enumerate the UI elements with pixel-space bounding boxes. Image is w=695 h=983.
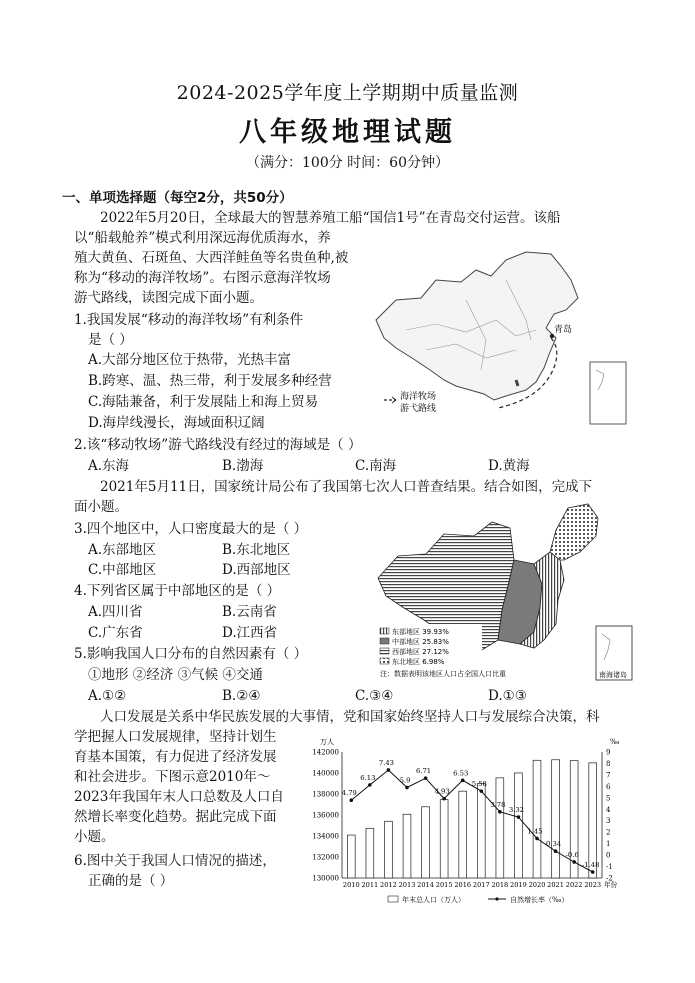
growth-rate-label: 6.13 [360, 773, 376, 782]
growth-rate-point [387, 768, 391, 772]
passage2-line-1: 2021年5月11日，国家统计局公布了我国第七次人口普查结果。结合如图，完成下 [100, 479, 593, 495]
q4-option-c: C.广东省 [88, 625, 143, 641]
growth-rate-label: 1.45 [527, 827, 543, 836]
q1-option-b: B.跨寒、温、热三带，利于发展多种经营 [88, 373, 332, 389]
growth-rate-point [591, 870, 595, 874]
q1-option-a: A.大部分地区位于热带，光热丰富 [88, 352, 292, 368]
x-tick-label: 2019 [510, 881, 527, 889]
right-tick-label: 3 [606, 817, 611, 826]
growth-rate-point [554, 849, 558, 853]
passage1-line-4: 称为“移动的海洋牧场”。右图示意海洋牧场 [74, 270, 331, 286]
right-tick-label: 2 [606, 828, 611, 837]
growth-rate-label: 4.93 [434, 787, 450, 796]
left-tick-label: 138000 [312, 790, 339, 799]
passage3-line-3: 育基本国策，有力促进了经济发展 [74, 749, 277, 765]
population-bar [440, 800, 448, 878]
right-tick-label: 7 [606, 771, 611, 780]
population-region-map [374, 500, 636, 684]
q4-option-a: A.四川省 [88, 604, 143, 620]
population-bar [496, 778, 504, 878]
right-tick-label: 4 [606, 805, 611, 814]
growth-rate-point [479, 789, 483, 793]
passage3-line-2: 学把握人口发展规律，坚持计划生 [74, 729, 277, 745]
x-tick-label: 2012 [380, 881, 397, 889]
q3-stem: 3.四个地区中，人口密度最大的是（ ） [74, 521, 308, 537]
x-tick-label: 2015 [435, 881, 453, 889]
q5-stem: 5.影响我国人口分布的自然因素有（ ） [74, 646, 308, 662]
population-bar [459, 791, 467, 878]
passage3-line-5: 2023年我国年末人口总数及人口自 [74, 789, 284, 805]
legend-east: 东部地区 39.93% [392, 628, 449, 636]
x-tick-label: 2010 [342, 881, 360, 889]
growth-rate-point [368, 783, 372, 787]
growth-rate-label: 0.34 [546, 840, 562, 849]
route-legend-line1: 海洋牧场 [400, 392, 437, 402]
growth-rate-point [442, 797, 446, 801]
x-tick-label: 2011 [361, 881, 379, 889]
x-tick-label: 2022 [565, 881, 583, 889]
q1-option-c: C.海陆兼备，利于发展陆上和海上贸易 [88, 394, 319, 410]
x-tick-label: 2014 [417, 881, 434, 889]
exam-subtitle: 八年级地理试题 [239, 117, 456, 148]
x-tick-label: 2016 [454, 881, 472, 889]
population-bar [552, 760, 560, 878]
legend-line-label: 自然增长率（‰） [510, 896, 569, 904]
passage3-line-6: 然增长率变化趋势。据此完成下面 [74, 809, 277, 825]
growth-rate-label: 4.79 [341, 789, 357, 798]
growth-rate-point [461, 778, 465, 782]
q5-option-d: D.①③ [488, 688, 527, 704]
q4-option-b: B.云南省 [222, 604, 277, 620]
growth-rate-point [572, 860, 576, 864]
legend-line-marker [495, 897, 498, 900]
passage1-line-5: 游弋路线，读图完成下面小题。 [74, 290, 263, 306]
q5-option-a: A.①② [88, 688, 127, 704]
passage1-line-1: 2022年5月20日，全球最大的智慧养殖工船“国信1号”在青岛交付运营。该船 [100, 210, 561, 226]
legend-bar-swatch [388, 896, 398, 902]
growth-rate-label: 5.9 [399, 776, 411, 785]
growth-rate-label: 6.53 [453, 769, 469, 778]
legend-bar-label: 年末总人口（万人） [402, 896, 465, 904]
right-axis-label: ‰ [610, 738, 620, 746]
passage3-line-4: 和社会进步。下图示意2010年～ [74, 769, 271, 785]
passage3-line-7: 小题。 [74, 829, 115, 845]
x-tick-label: 2018 [491, 881, 509, 889]
exam-title: 2024-2025学年度上学期期中质量监测 [176, 82, 519, 104]
left-axis-label: 万人 [320, 738, 334, 746]
right-tick-label: 8 [606, 759, 611, 768]
q5-option-c: C.③④ [355, 688, 394, 704]
growth-rate-point [535, 837, 539, 841]
q3-option-b: B.东北地区 [222, 542, 291, 558]
population-chart [292, 732, 632, 910]
q3-option-d: D.西部地区 [222, 562, 291, 578]
x-tick-label: 2023 [584, 881, 602, 889]
q3-option-a: A.东部地区 [88, 542, 157, 558]
south-sea-inset [590, 362, 626, 424]
left-tick-label: 140000 [312, 769, 339, 778]
x-tick-label: 2020 [528, 881, 546, 889]
right-tick-label: 0 [606, 851, 611, 860]
growth-rate-label: -0.6 [565, 850, 579, 859]
q2-option-d: D.黄海 [488, 458, 530, 474]
exam-meta: （满分：100分 时间：60分钟） [246, 155, 449, 171]
inset-label: 南海诸岛 [599, 671, 627, 679]
passage2-line-2: 面小题。 [74, 499, 128, 515]
x-axis-suffix: 年份 [604, 881, 618, 889]
q4-stem: 4.下列省区属于中部地区的是（ ） [74, 583, 281, 599]
growth-rate-label: -1.48 [581, 861, 600, 870]
q6-stem: 6.图中关于我国人口情况的描述， [74, 853, 276, 869]
q4-option-d: D.江西省 [222, 625, 278, 641]
q1-option-d: D.海岸线漫长，海域面积辽阔 [88, 415, 265, 431]
growth-rate-label: 5.58 [471, 780, 487, 789]
x-tick-label: 2017 [472, 881, 490, 889]
legend-west: 西部地区 27.12% [392, 648, 449, 656]
growth-rate-label: 6.71 [416, 767, 432, 776]
growth-rate-point [405, 786, 409, 790]
population-bar [477, 783, 485, 878]
left-tick-label: 132000 [312, 853, 339, 862]
growth-rate-label: 7.43 [378, 758, 394, 767]
right-tick-label: 5 [606, 794, 611, 803]
left-tick-label: 142000 [312, 748, 339, 757]
right-tick-label: 9 [606, 748, 611, 757]
q5-option-b: B.②④ [222, 688, 261, 704]
passage1-line-2: 以“船载舱养”模式利用深远海优质海水，养 [74, 230, 331, 246]
population-bar [403, 814, 411, 878]
qingdao-label: 青岛 [554, 325, 573, 335]
growth-rate-point [517, 815, 521, 819]
growth-rate-label: 3.78 [490, 800, 506, 809]
x-tick-label: 2021 [547, 881, 564, 889]
legend-northeast: 东北地区 6.98% [392, 658, 445, 666]
growth-rate-point [349, 798, 353, 802]
population-bar [422, 807, 430, 878]
x-tick-label: 2013 [398, 881, 416, 889]
population-bar [366, 828, 374, 878]
q2-option-a: A.东海 [88, 458, 130, 474]
q6-stem-cont: 正确的是（ ） [88, 873, 174, 889]
left-tick-label: 136000 [312, 811, 339, 820]
population-bar [385, 821, 393, 878]
passage1-line-3: 殖大黄鱼、石斑鱼、大西洋鲑鱼等名贵鱼种,被 [74, 250, 349, 266]
growth-rate-point [424, 776, 428, 780]
q2-option-c: C.南海 [355, 458, 397, 474]
growth-rate-point [498, 810, 502, 814]
ocean-ranch-route-map [366, 240, 636, 430]
population-bar [515, 773, 523, 878]
passage3-line-1: 人口发展是关系中华民族发展的大事情，党和国家始终坚持人口与发展综合决策，科 [100, 709, 600, 725]
q2-option-b: B.渤海 [222, 458, 264, 474]
legend-note: 注：数据表明该地区人口占全国人口比重 [380, 670, 506, 678]
q1-stem-cont: 是（ ） [88, 332, 133, 348]
route-legend-line2: 游弋路线 [400, 404, 437, 414]
right-tick-label: -1 [606, 863, 613, 872]
left-tick-label: 130000 [312, 874, 339, 883]
q3-option-c: C.中部地区 [88, 562, 157, 578]
left-tick-label: 134000 [312, 832, 339, 841]
q1-stem: 1.我国发展“移动的海洋牧场”有利条件 [74, 312, 304, 328]
growth-rate-label: 3.32 [508, 806, 524, 815]
right-tick-label: 6 [606, 782, 611, 791]
legend-central: 中部地区 25.83% [392, 638, 449, 646]
q5-factors: ①地形 ②经济 ③气候 ④交通 [88, 667, 263, 683]
q2-stem: 2.该“移动牧场”游弋路线没有经过的海域是（ ） [74, 437, 362, 453]
population-bar [347, 835, 355, 878]
right-tick-label: -2 [606, 874, 613, 883]
population-bar [533, 760, 541, 878]
right-tick-label: 1 [606, 840, 611, 849]
northeast-region-shape [550, 504, 598, 560]
section-heading: 一、单项选择题（每空2分，共50分） [62, 190, 293, 206]
